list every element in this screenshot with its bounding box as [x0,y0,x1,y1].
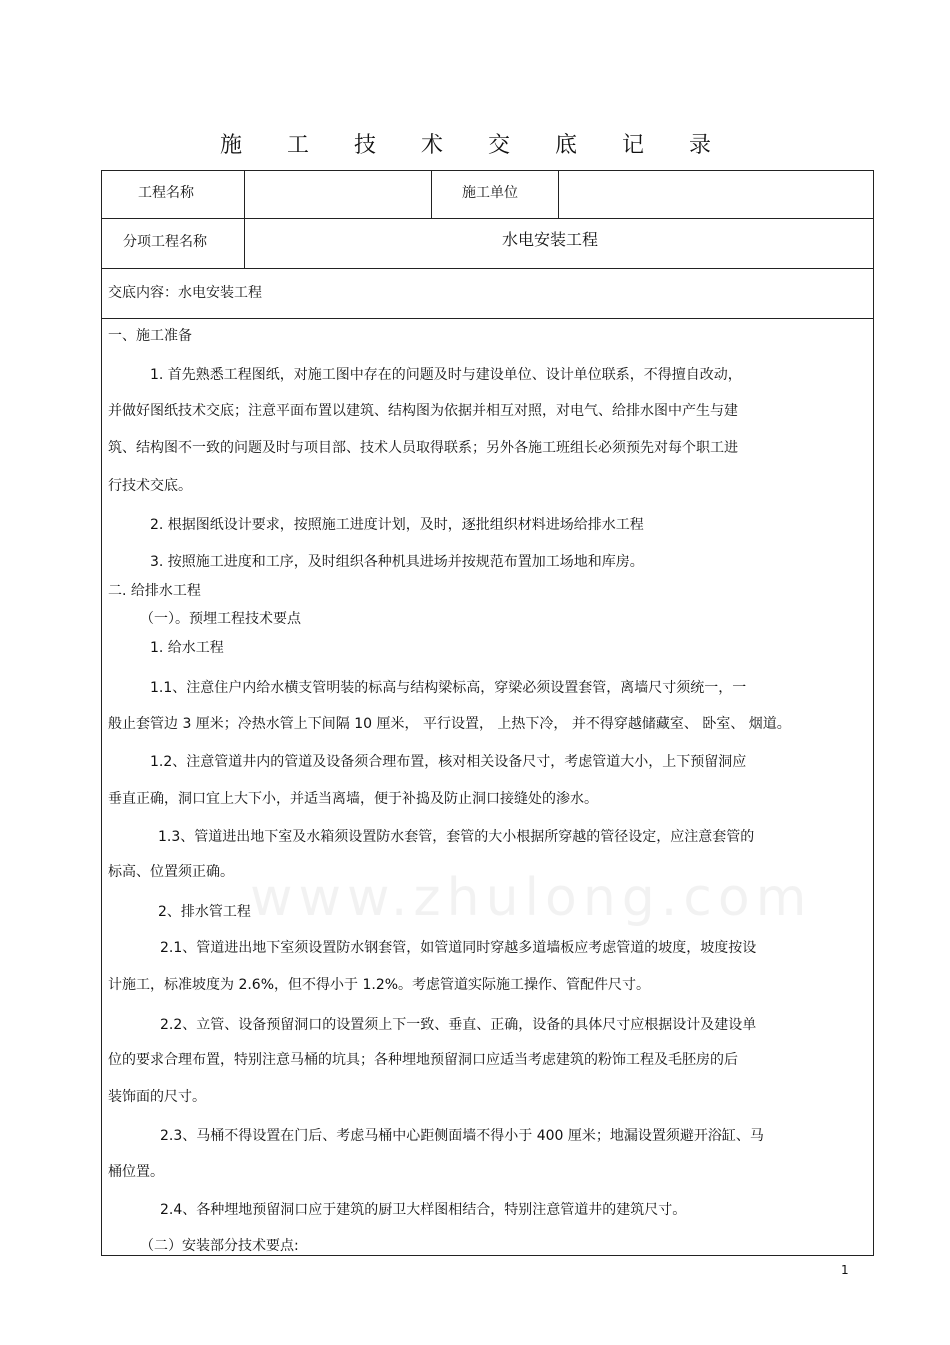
construction-unit-label: 施工单位 [462,185,518,201]
table-column-divider [244,170,245,268]
table-border-top [101,170,874,171]
body-line: 1.1、注意住户内给水横支管明装的标高与结构梁标高，穿梁必须设置套管，离墙尺寸须统一，一 [150,680,747,696]
table-column-divider [558,170,559,218]
project-name-label: 工程名称 [138,185,194,201]
body-line: 般止套管边 3 厘米；冷热水管上下间隔 10 厘米， 平行设置， 上热下冷， 并不得穿越储藏室、 卧室、 烟道。 [108,716,791,732]
subsection-heading: 2、排水管工程 [158,904,251,920]
body-line: 并做好图纸技术交底；注意平面布置以建筑、结构图为依据并相互对照，对电气、给排水图中产生与建 [108,403,738,419]
table-rule [101,218,874,219]
body-line: 计施工，标准坡度为 2.6%，但不得小于 1.2%。考虑管道实际施工操作、管配件尺寸。 [108,977,651,993]
table-rule [101,268,874,269]
table-rule [101,318,874,319]
body-line: 2. 根据图纸设计要求，按照施工进度计划，及时，逐批组织材料进场给排水工程 [150,517,644,533]
body-line: 1.2、注意管道井内的管道及设备须合理布置，核对相关设备尺寸，考虑管道大小，上下预留洞应 [150,754,747,770]
table-border-left [101,170,102,1255]
subproject-label: 分项工程名称 [123,234,207,250]
body-line: 垂直正确，洞口宜上大下小，并适当离墙，便于补捣及防止洞口接缝处的渗水。 [108,791,598,807]
body-line: 3. 按照施工进度和工序，及时组织各种机具进场并按规范布置加工场地和库房。 [150,554,644,570]
body-line: 2.2、立管、设备预留洞口的设置须上下一致、垂直、正确，设备的具体尺寸应根据设计及建设单 [160,1017,757,1033]
table-border-bottom [101,1255,874,1256]
body-line: 行技术交底。 [108,478,192,494]
section-heading: 二. 给排水工程 [108,583,201,599]
body-line: 标高、位置须正确。 [108,864,234,880]
subsection-heading: 1. 给水工程 [150,640,224,656]
body-line: 2.1、管道进出地下室须设置防水钢套管，如管道同时穿越多道墙板应考虑管道的坡度，坡度按设 [160,940,757,956]
body-line: 2.3、马桶不得设置在门后、考虑马桶中心距侧面墙不得小于 400 厘米；地漏设置须避开浴缸、马 [160,1128,764,1144]
subproject-value: 水电安装工程 [502,230,599,249]
page-number: 1 [841,1263,849,1277]
table-column-divider [431,170,432,218]
subsection-heading: （一）。预埋工程技术要点 [140,611,301,627]
body-line: 1. 首先熟悉工程图纸，对施工图中存在的问题及时与建设单位、设计单位联系，不得擅自改动， [150,367,742,383]
table-border-right [873,170,874,1255]
subsection-heading: （二）安装部分技术要点: [140,1238,299,1254]
body-line: 1.3、管道进出地下室及水箱须设置防水套管，套管的大小根据所穿越的管径设定，应注意套管的 [158,829,755,845]
watermark: www.zhulong.com [250,868,813,928]
document-title: 施 工 技 术 交 底 记 录 [220,133,730,158]
content-label: 交底内容：水电安装工程 [108,285,262,301]
body-line: 筑、结构图不一致的问题及时与项目部、技术人员取得联系；另外各施工班组长必须预先对每个职工进 [108,440,738,456]
section-heading: 一、施工准备 [108,328,192,344]
body-line: 装饰面的尺寸。 [108,1089,206,1105]
body-line: 位的要求合理布置，特别注意马桶的坑具；各种埋地预留洞口应适当考虑建筑的粉饰工程及毛胚房的后 [108,1052,738,1068]
body-line: 桶位置。 [108,1164,164,1180]
body-line: 2.4、各种埋地预留洞口应于建筑的厨卫大样图相结合，特别注意管道井的建筑尺寸。 [160,1202,687,1218]
